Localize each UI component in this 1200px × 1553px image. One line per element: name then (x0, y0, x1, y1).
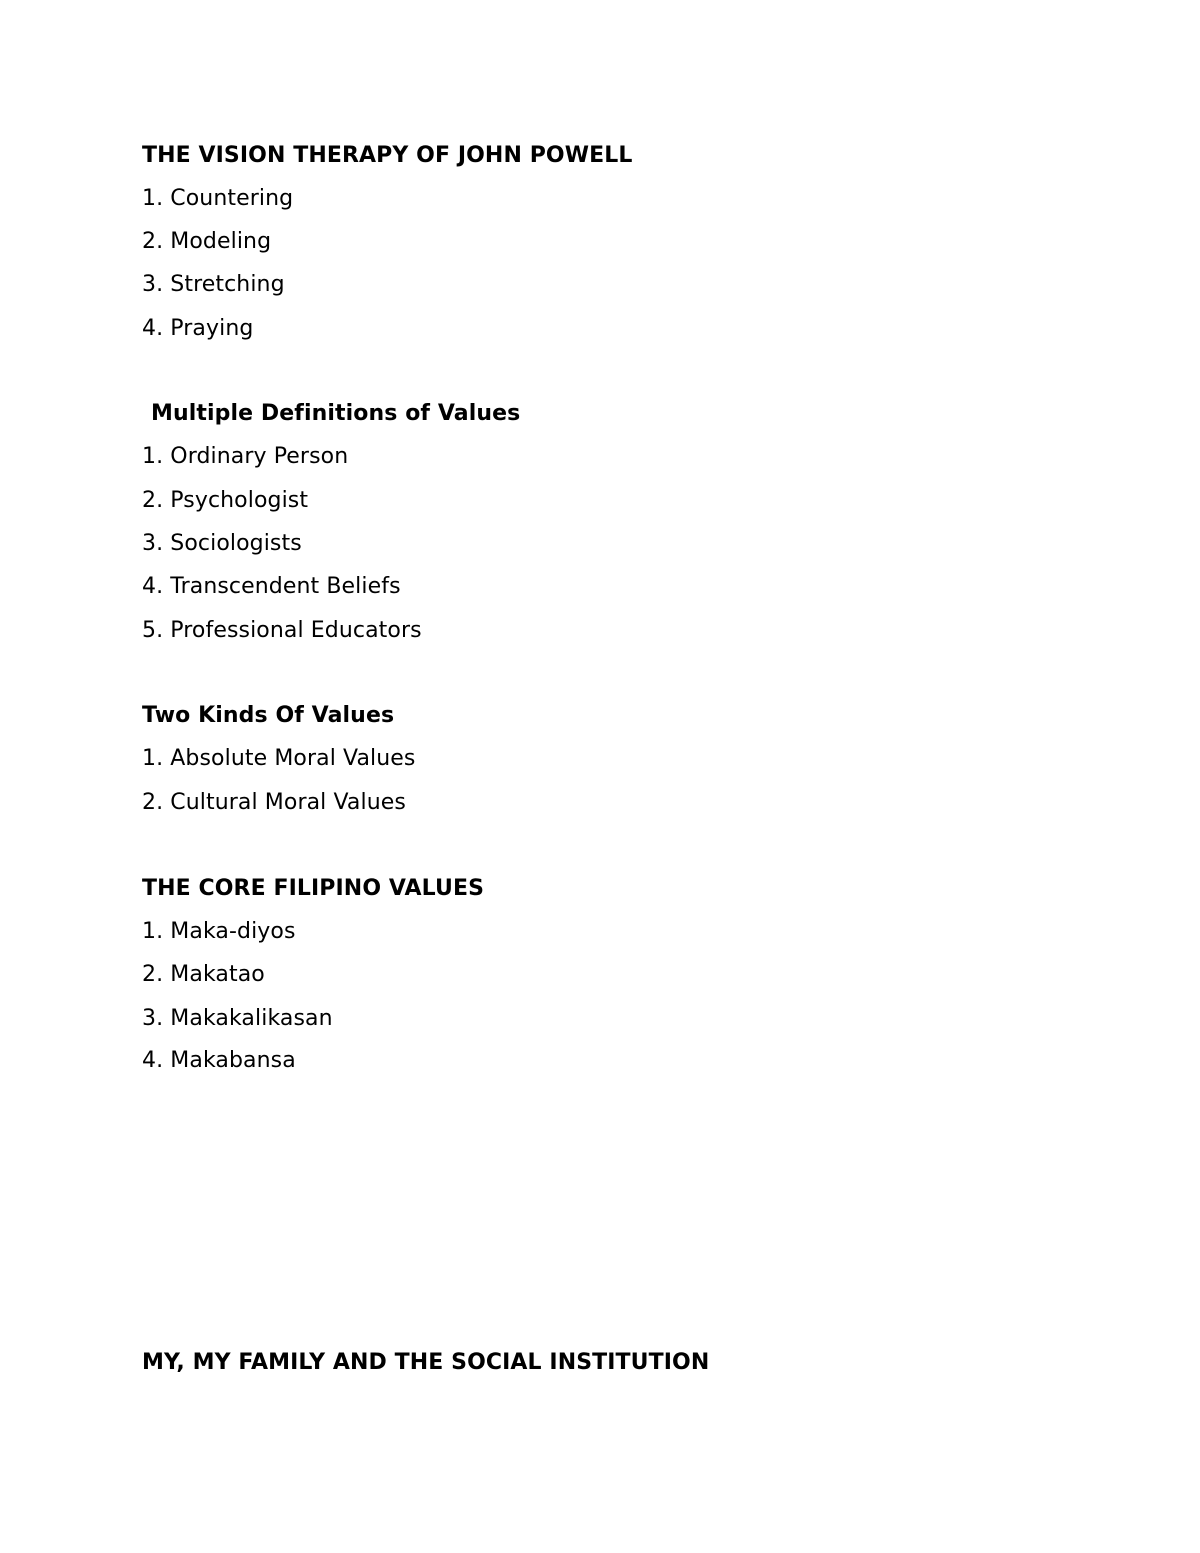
section-heading-two-kinds: Two Kinds Of Values (142, 703, 395, 728)
list-item: 4. Makabansa (142, 1048, 296, 1073)
section-heading-multiple-definitions: Multiple Definitions of Values (151, 401, 521, 426)
list-item: 1. Maka-diyos (142, 919, 296, 944)
list-item: 2. Modeling (142, 229, 272, 254)
list-item: 3. Sociologists (142, 531, 302, 556)
list-item: 1. Countering (142, 186, 294, 211)
list-item: 5. Professional Educators (142, 618, 422, 643)
list-item: 4. Praying (142, 316, 254, 341)
list-item: 2. Psychologist (142, 488, 309, 513)
list-item: 1. Absolute Moral Values (142, 746, 416, 771)
list-item: 3. Makakalikasan (142, 1006, 333, 1031)
list-item: 2. Cultural Moral Values (142, 790, 406, 815)
list-item: 3. Stretching (142, 272, 285, 297)
section-heading-vision-therapy: THE VISION THERAPY OF JOHN POWELL (142, 143, 633, 168)
section-heading-core-filipino-values: THE CORE FILIPINO VALUES (142, 876, 485, 901)
section-heading-social-institution: MY, MY FAMILY AND THE SOCIAL INSTITUTION (142, 1350, 710, 1375)
list-item: 4. Transcendent Beliefs (142, 574, 401, 599)
list-item: 2. Makatao (142, 962, 265, 987)
list-item: 1. Ordinary Person (142, 444, 349, 469)
